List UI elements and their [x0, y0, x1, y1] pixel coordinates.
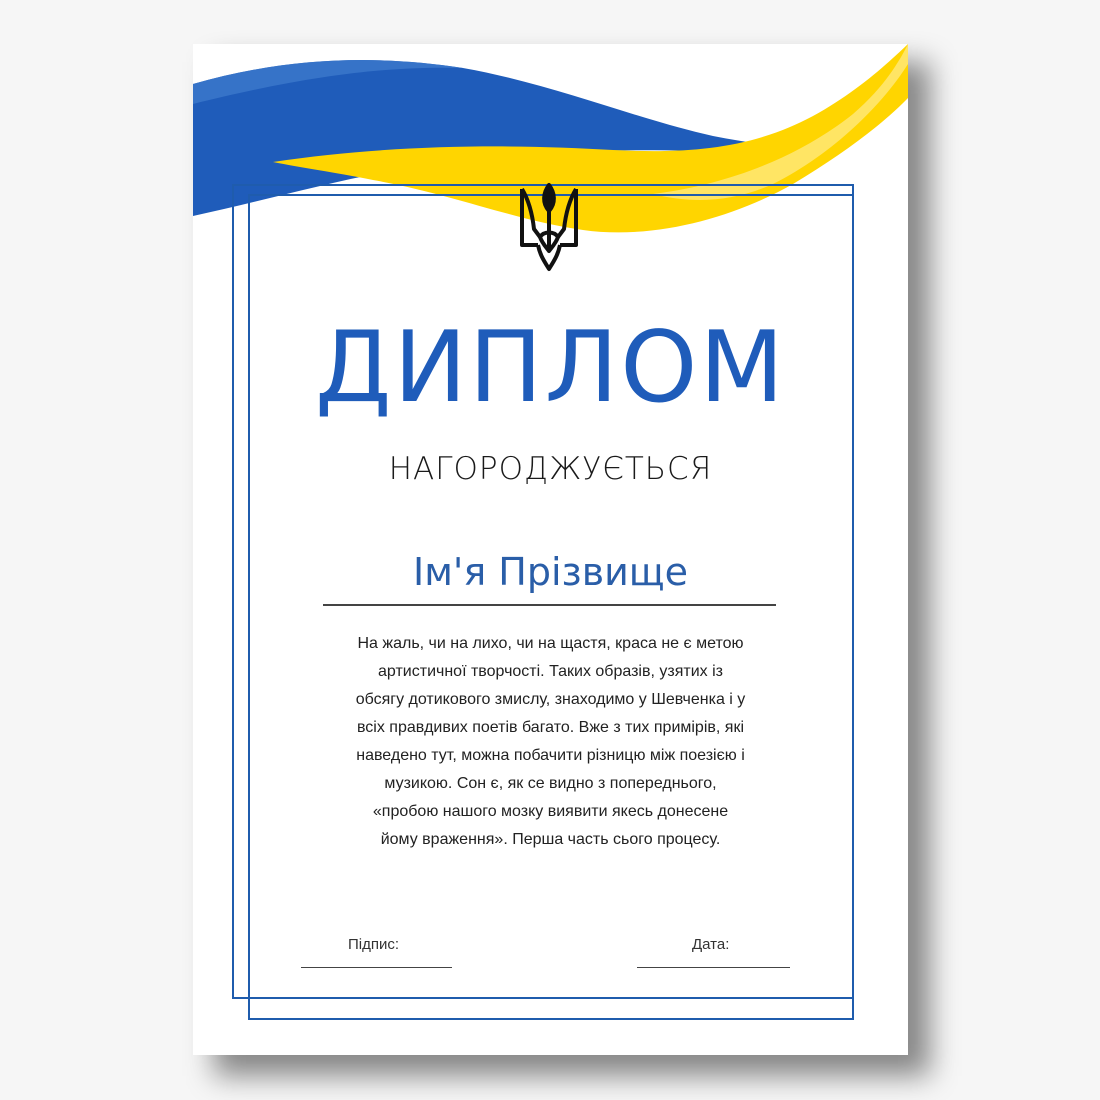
- recipient-underline: [323, 604, 776, 606]
- date-line[interactable]: [637, 967, 790, 968]
- citation-line: йому враження». Перша часть сього процесу.: [380, 831, 721, 848]
- citation-line: обсягу дотикового змислу, знаходимо у Шевченка і у: [355, 691, 746, 708]
- citation-line: артистичної творчості. Таких образів, узятих із: [378, 663, 723, 680]
- date-label: Дата:: [692, 936, 730, 953]
- citation-line: «пробою нашого мозку виявити якесь донесене: [372, 803, 729, 820]
- citation-text: [298, 630, 803, 854]
- recipient-name-field[interactable]: Ім'я Прізвище: [413, 550, 688, 594]
- signature-line[interactable]: [301, 967, 452, 968]
- citation-line: музикою. Сон є, як се видно з попереднього,: [384, 775, 717, 792]
- citation-line: На жаль, чи на лихо, чи на щастя, краса не є метою: [357, 635, 744, 652]
- ukrainian-trident-icon: [518, 181, 580, 273]
- citation-line: наведено тут, можна побачити різницю між поезією і: [356, 747, 745, 764]
- signature-label: Підпис:: [348, 936, 400, 953]
- diploma-title: ДИПЛОМ: [315, 311, 786, 425]
- diploma-sheet: [193, 44, 908, 1055]
- citation-line: всіх правдивих поетів багато. Вже з тих примірів, які: [356, 719, 744, 736]
- award-subtitle: НАГОРОДЖУЄТЬСЯ: [388, 451, 713, 487]
